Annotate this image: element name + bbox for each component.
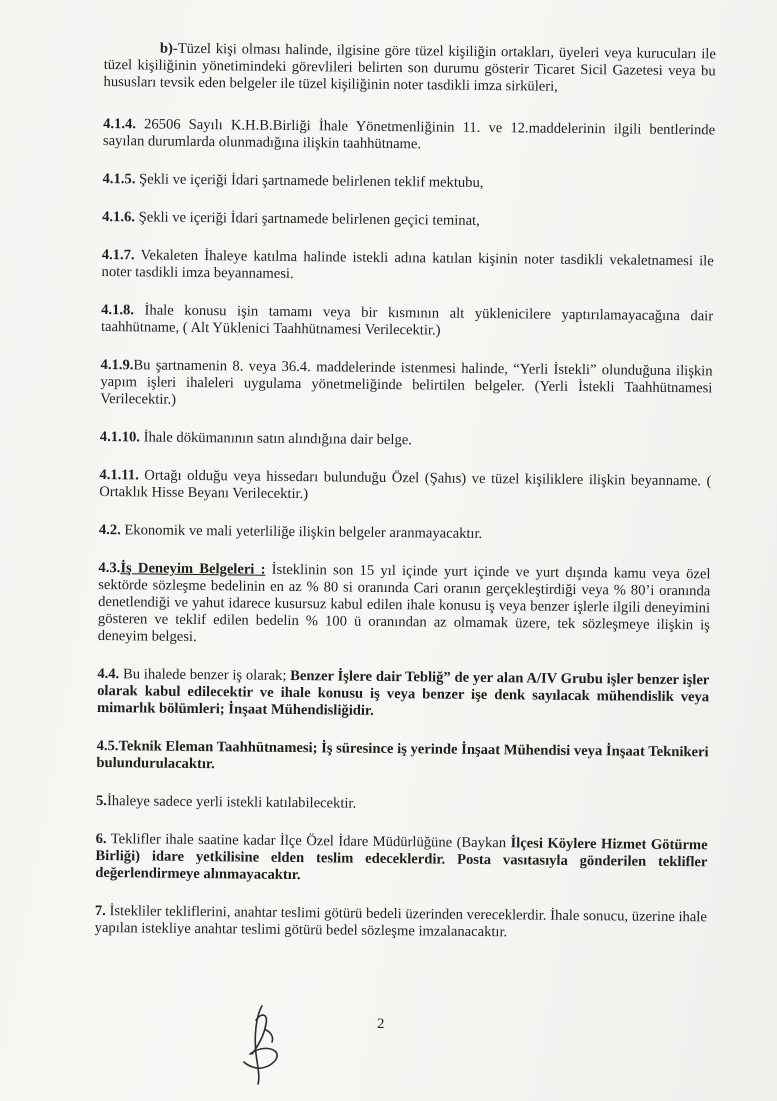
signature-mark [236, 1002, 296, 1088]
section-text: Bu şartnamenin 8. veya 36.4. maddelerinde istenmesi halinde, “Yerli İstekli” olunduğuna ilişkin yapım işleri ihaleleri uygulama yönetmeliğinde belirtilen belgeler. (Yerli İstekli Taahhütnamesi Verilecektir.) [100, 357, 713, 408]
paragraph-b [103, 40, 716, 97]
section-5 [96, 793, 708, 816]
document-page [94, 40, 716, 964]
section-4-2 [99, 522, 711, 545]
section-text: 26506 Sayılı K.H.B.Birliği İhale Yönetmenliğinin 11. ve 12.maddelerinin ilgili bentlerinde sayılan durumlarda olunmadığına ilişkin taahhütname. [102, 116, 716, 153]
section-bold-text: Teknik Eleman Taahhütnamesi; İş süresince iş yerinde İnşaat Mühendisi veya İnşaat Teknikeri bulundurulacaktır. [96, 738, 709, 773]
section-4-4 [97, 666, 710, 723]
section-4-1-8 [101, 302, 713, 342]
section-4-1-11 [99, 467, 711, 507]
section-text: İstekliler tekliflerini, anahtar teslimi götürü bedeli üzerinden vereceklerdir. İhale sonucu, üzerine ihale yapılan istekliye anahtar teslimi götürü bedel sözleşme imzalanacaktır. [94, 903, 707, 941]
section-number: 4.1.4. [103, 115, 137, 133]
section-6 [95, 831, 708, 888]
section-text: Şekli ve içeriği İdari şartnamede belirlenen teklif mektubu, [135, 171, 484, 191]
section-text: İhaleye sadece yerli istekli katılabilecektir. [106, 793, 357, 812]
section-number: 6. [95, 830, 107, 848]
section-7 [95, 903, 707, 943]
section-number: 4.1.9. [100, 356, 134, 374]
section-4-5 [96, 738, 708, 778]
section-text: İsteklinin son 15 yıl içinde yurt içinde ve yurt dışında kamu veya özel sektörde sözleşme bedelinin en az % 80 si oranında Cari oranın gerçekleştirdiği veya % 80’i oranında denetlendiği ve yahut idarece kusursuz kabul edilen ihale konusu iş veya benzer işlerle ilgili deneyimini gösteren ve teklif edilen bedelin % 100 ü oranından az olmamak üzere, tek sözleşmeye ilişkin iş deneyim belgesi. [97, 561, 711, 646]
section-4-1-10 [100, 429, 712, 452]
section-4-1-9 [100, 357, 713, 414]
section-4-1-7 [101, 247, 713, 287]
page-number: 2 [377, 1016, 385, 1032]
section-number: 4.2. [98, 521, 121, 539]
section-number: 4.4. [97, 665, 120, 683]
section-bold-text: Benzer İşlere dair Tebliğ” de yer alan A/IV Grubu işler benzer işler olarak kabul edilecektir ve ihale konusu iş veya benzer işe denk sayılacak mühendislik veya mimarlık bölümleri; İnşaat Mühendisliğidir. [96, 667, 710, 719]
para-b-text: -Tüzel kişi olması halinde, ilgisine göre tüzel kişiliğin ortakları, üyeleri veya kurucuları ile tüzel kişiliğinin yönetimindeki görevlileri belirten son durumu gösterir Ticaret Sicil Gazetesi veya bu hususları tevsik eden belgeler ile tüzel kişiliğinin noter tasdikli imza sirküleri, [103, 40, 716, 95]
section-number: 4.3. [98, 559, 121, 577]
section-number: 7. [94, 902, 106, 920]
section-number: 4.1.10. [99, 428, 141, 446]
section-text: İhale konusu işin tamamı veya bir kısmının alt yüklenicilere yaptırılamayacağına dair taahhütname, ( Alt Yüklenici Taahhütnamesi Verilecektir.) [100, 302, 714, 339]
section-text: Ekonomik ve mali yeterliliğe ilişkin belgeler aranmayacaktır. [120, 522, 483, 542]
section-number: 4.1.11. [99, 466, 139, 484]
section-number: 4.1.5. [102, 170, 136, 188]
para-b-label: b) [159, 40, 173, 57]
section-4-1-5 [102, 171, 714, 194]
section-4-1-4 [103, 116, 715, 156]
section-text: Vekaleten İhaleye katılma halinde istekli adına katılan kişinin noter tasdikli vekaletnamesi ile noter tasdikli imza beyannamesi. [101, 247, 714, 282]
section-number: 4.1.8. [101, 301, 135, 319]
section-number: 4.5. [96, 737, 119, 755]
section-4-3 [98, 560, 711, 651]
section-bold-text: İlçesi Köylere Hizmet Götürme Birliği) idare yetkilisine elden teslim edeceklerdir. Posta vasıtasıyla gönderilen teklifler değerlendirmeye alınmayacaktır. [95, 835, 708, 884]
section-text: Bu ihalede benzer iş olarak; [119, 666, 291, 684]
section-heading: İş Deneyim Belgeleri : [120, 560, 266, 578]
section-number: 5. [95, 792, 108, 810]
section-text: İhale dökümanının satın alındığına dair belge. [139, 429, 412, 449]
section-4-1-6 [102, 209, 714, 232]
section-number: 4.1.7. [101, 246, 135, 264]
section-number: 4.1.6. [102, 208, 136, 226]
section-text: Şekli ve içeriği İdari şartnamede belirlenen geçici teminat, [134, 209, 480, 229]
section-text: Teklifler ihale saatine kadar İlçe Özel İdare Müdürlüğüne (Baykan [106, 831, 511, 852]
section-text: Ortağı olduğu veya hissedarı bulunduğu Özel (Şahıs) ve tüzel kişiliklere ilişkin beyanname. ( Ortaklık Hisse Beyanı Verilecektir.) [99, 467, 712, 503]
